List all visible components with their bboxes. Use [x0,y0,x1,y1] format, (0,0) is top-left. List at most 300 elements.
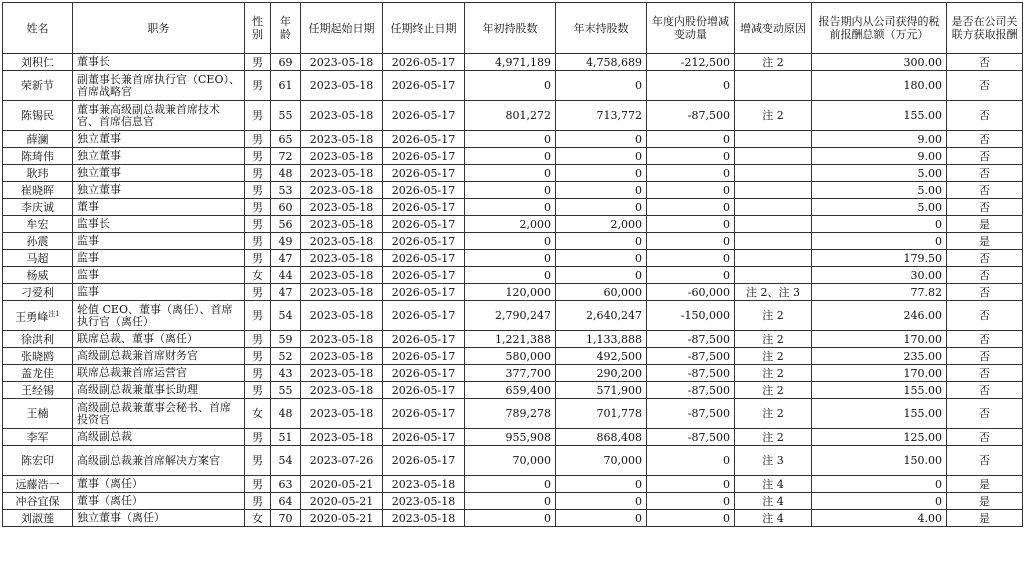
cell-end: 2026-05-17 [383,429,465,446]
cell-change: -212,500 [647,54,735,71]
cell-gender: 男 [245,446,271,476]
cell-end: 2026-05-17 [383,446,465,476]
table-row [3,182,1023,199]
cell-gender: 男 [245,216,271,233]
cell-age: 44 [271,267,301,284]
cell-begin-shares: 0 [465,148,556,165]
cell-change: 0 [647,216,735,233]
cell-end-shares: 0 [556,476,647,493]
cell-gender: 男 [245,101,271,131]
cell-start: 2023-05-18 [301,284,383,301]
table-row [3,284,1023,301]
cell-pay: 300.00 [812,54,947,71]
cell-start: 2023-05-18 [301,250,383,267]
cell-reason [735,131,812,148]
cell-reason: 注 2 [735,331,812,348]
cell-change: 0 [647,250,735,267]
cell-gender: 男 [245,250,271,267]
cell-end: 2026-05-17 [383,250,465,267]
cell-start: 2023-05-18 [301,182,383,199]
cell-age: 59 [271,331,301,348]
cell-name: 牟宏 [3,216,73,233]
table-row [3,365,1023,382]
cell-begin-shares: 0 [465,476,556,493]
cell-end: 2026-05-17 [383,301,465,331]
table-row [3,148,1023,165]
cell-related: 是 [947,510,1023,527]
cell-reason: 注 4 [735,476,812,493]
cell-name: 薛澜 [3,131,73,148]
cell-change: 0 [647,148,735,165]
column-header: 职务 [73,3,245,54]
cell-pay: 0 [812,493,947,510]
cell-pay: 180.00 [812,71,947,101]
cell-begin-shares: 0 [465,199,556,216]
table-row [3,250,1023,267]
table-row [3,429,1023,446]
cell-change: 0 [647,131,735,148]
cell-change: -87,500 [647,382,735,399]
cell-age: 56 [271,216,301,233]
cell-begin-shares: 1,221,388 [465,331,556,348]
cell-start: 2023-05-18 [301,365,383,382]
cell-related: 否 [947,382,1023,399]
table-row [3,131,1023,148]
cell-start: 2023-05-18 [301,267,383,284]
cell-related: 否 [947,399,1023,429]
table-row [3,510,1023,527]
cell-end-shares: 0 [556,131,647,148]
cell-age: 69 [271,54,301,71]
cell-reason [735,199,812,216]
cell-end: 2026-05-17 [383,233,465,250]
table-row [3,399,1023,429]
cell-age: 55 [271,382,301,399]
cell-end: 2026-05-17 [383,267,465,284]
cell-end-shares: 1,133,888 [556,331,647,348]
cell-pay: 246.00 [812,301,947,331]
cell-pay: 155.00 [812,399,947,429]
cell-title: 独立董事（离任） [73,510,245,527]
cell-end-shares: 0 [556,267,647,284]
cell-title: 独立董事 [73,182,245,199]
cell-begin-shares: 0 [465,510,556,527]
cell-begin-shares: 580,000 [465,348,556,365]
cell-name: 陈宏印 [3,446,73,476]
cell-change: 0 [647,182,735,199]
cell-title: 副董事长兼首席执行官（CEO）、首席战略官 [73,71,245,101]
column-header: 是否在公司关联方获取报酬 [947,3,1023,54]
cell-gender: 男 [245,331,271,348]
cell-related: 否 [947,148,1023,165]
cell-title: 联席总裁兼首席运营官 [73,365,245,382]
table-row [3,493,1023,510]
cell-name: 张晓鸥 [3,348,73,365]
table-row [3,71,1023,101]
cell-change: -87,500 [647,365,735,382]
cell-title: 监事长 [73,216,245,233]
cell-gender: 男 [245,71,271,101]
cell-title: 董事 [73,199,245,216]
cell-reason [735,233,812,250]
cell-end: 2026-05-17 [383,165,465,182]
cell-end: 2023-05-18 [383,476,465,493]
cell-end: 2026-05-17 [383,101,465,131]
column-header: 年末持股数 [556,3,647,54]
cell-age: 48 [271,165,301,182]
cell-change: -87,500 [647,348,735,365]
table-header-row [3,3,1023,54]
cell-title: 轮值 CEO、董事（离任）、首席执行官（离任） [73,301,245,331]
cell-name: 王经锡 [3,382,73,399]
cell-age: 48 [271,399,301,429]
cell-end-shares: 492,500 [556,348,647,365]
cell-begin-shares: 4,971,189 [465,54,556,71]
cell-end: 2026-05-17 [383,199,465,216]
cell-gender: 男 [245,148,271,165]
cell-end-shares: 70,000 [556,446,647,476]
cell-change: 0 [647,233,735,250]
cell-end: 2026-05-17 [383,382,465,399]
cell-start: 2020-05-21 [301,493,383,510]
cell-related: 否 [947,446,1023,476]
cell-age: 43 [271,365,301,382]
cell-reason [735,71,812,101]
cell-title: 监事 [73,233,245,250]
cell-end-shares: 868,408 [556,429,647,446]
cell-change: 0 [647,199,735,216]
cell-start: 2023-05-18 [301,301,383,331]
cell-reason: 注 2 [735,399,812,429]
cell-begin-shares: 0 [465,131,556,148]
cell-gender: 男 [245,165,271,182]
column-header: 性别 [245,3,271,54]
cell-name: 耿玮 [3,165,73,182]
cell-title: 独立董事 [73,131,245,148]
cell-begin-shares: 0 [465,182,556,199]
cell-related: 是 [947,216,1023,233]
cell-change: -60,000 [647,284,735,301]
cell-related: 否 [947,54,1023,71]
cell-title: 董事兼高级副总裁兼首席技术官、首席信息官 [73,101,245,131]
cell-start: 2023-05-18 [301,54,383,71]
cell-end: 2026-05-17 [383,131,465,148]
cell-end: 2026-05-17 [383,54,465,71]
cell-pay: 155.00 [812,382,947,399]
cell-pay: 170.00 [812,331,947,348]
cell-reason: 注 4 [735,510,812,527]
cell-end-shares: 60,000 [556,284,647,301]
cell-end-shares: 0 [556,493,647,510]
column-header: 年龄 [271,3,301,54]
cell-name: 陈锡民 [3,101,73,131]
cell-start: 2023-05-18 [301,331,383,348]
cell-end-shares: 4,758,689 [556,54,647,71]
cell-age: 70 [271,510,301,527]
cell-name: 李军 [3,429,73,446]
cell-begin-shares: 801,272 [465,101,556,131]
cell-related: 否 [947,284,1023,301]
cell-related: 是 [947,476,1023,493]
cell-title: 董事（离任） [73,493,245,510]
cell-name: 崔晓晖 [3,182,73,199]
cell-end-shares: 2,640,247 [556,301,647,331]
cell-title: 联席总裁、董事（离任） [73,331,245,348]
cell-related: 否 [947,429,1023,446]
cell-start: 2023-07-26 [301,446,383,476]
cell-start: 2020-05-21 [301,510,383,527]
table-body [3,54,1023,527]
cell-gender: 男 [245,493,271,510]
table-row [3,348,1023,365]
cell-begin-shares: 789,278 [465,399,556,429]
cell-gender: 男 [245,131,271,148]
table-row [3,446,1023,476]
cell-age: 54 [271,301,301,331]
cell-age: 53 [271,182,301,199]
cell-end-shares: 0 [556,233,647,250]
cell-end: 2026-05-17 [383,148,465,165]
cell-end-shares: 713,772 [556,101,647,131]
cell-change: 0 [647,267,735,284]
cell-related: 否 [947,199,1023,216]
cell-start: 2023-05-18 [301,348,383,365]
cell-age: 52 [271,348,301,365]
cell-related: 否 [947,348,1023,365]
cell-change: 0 [647,476,735,493]
cell-begin-shares: 377,700 [465,365,556,382]
cell-end: 2026-05-17 [383,399,465,429]
cell-age: 54 [271,446,301,476]
cell-gender: 女 [245,267,271,284]
cell-name: 杨威 [3,267,73,284]
cell-related: 否 [947,131,1023,148]
cell-gender: 男 [245,233,271,250]
cell-end: 2026-05-17 [383,284,465,301]
table-row [3,216,1023,233]
cell-begin-shares: 0 [465,165,556,182]
cell-change: 0 [647,493,735,510]
cell-name: 刘淑莲 [3,510,73,527]
cell-title: 董事（离任） [73,476,245,493]
cell-reason [735,216,812,233]
cell-end-shares: 701,778 [556,399,647,429]
cell-title: 高级副总裁 [73,429,245,446]
column-header: 增减变动原因 [735,3,812,54]
cell-begin-shares: 0 [465,71,556,101]
cell-pay: 179.50 [812,250,947,267]
cell-end-shares: 0 [556,71,647,101]
cell-end-shares: 0 [556,199,647,216]
cell-start: 2023-05-18 [301,216,383,233]
cell-age: 65 [271,131,301,148]
cell-related: 否 [947,331,1023,348]
cell-related: 否 [947,267,1023,284]
cell-pay: 235.00 [812,348,947,365]
cell-end: 2023-05-18 [383,493,465,510]
cell-change: 0 [647,71,735,101]
cell-change: 0 [647,510,735,527]
cell-gender: 男 [245,429,271,446]
table-row [3,233,1023,250]
cell-end-shares: 0 [556,510,647,527]
cell-pay: 125.00 [812,429,947,446]
cell-change: -87,500 [647,331,735,348]
cell-name: 徐洪利 [3,331,73,348]
cell-end: 2026-05-17 [383,216,465,233]
cell-age: 55 [271,101,301,131]
cell-gender: 男 [245,199,271,216]
cell-related: 是 [947,493,1023,510]
cell-related: 否 [947,165,1023,182]
cell-pay: 155.00 [812,101,947,131]
cell-name: 孙震 [3,233,73,250]
cell-end: 2026-05-17 [383,365,465,382]
cell-reason: 注 2 [735,365,812,382]
cell-name: 荣新节 [3,71,73,101]
column-header: 年度内股份增减变动量 [647,3,735,54]
cell-gender: 男 [245,365,271,382]
cell-start: 2023-05-18 [301,382,383,399]
cell-title: 高级副总裁兼董事长助理 [73,382,245,399]
cell-start: 2023-05-18 [301,399,383,429]
cell-title: 监事 [73,284,245,301]
cell-reason: 注 2 [735,54,812,71]
cell-gender: 男 [245,54,271,71]
cell-end: 2026-05-17 [383,182,465,199]
cell-end-shares: 0 [556,250,647,267]
column-header: 姓名 [3,3,73,54]
cell-begin-shares: 2,000 [465,216,556,233]
cell-name: 刘积仁 [3,54,73,71]
cell-end: 2026-05-17 [383,331,465,348]
cell-end-shares: 0 [556,165,647,182]
table-row [3,54,1023,71]
cell-reason: 注 2 [735,348,812,365]
cell-title: 监事 [73,250,245,267]
cell-reason [735,250,812,267]
cell-reason: 注 2、注 3 [735,284,812,301]
cell-title: 监事 [73,267,245,284]
cell-pay: 0 [812,476,947,493]
cell-start: 2023-05-18 [301,101,383,131]
cell-change: 0 [647,446,735,476]
cell-change: -87,500 [647,101,735,131]
cell-age: 47 [271,250,301,267]
cell-end: 2023-05-18 [383,510,465,527]
cell-name: 王勇峰$^{注1}$ [3,301,73,331]
cell-age: 60 [271,199,301,216]
cell-title: 独立董事 [73,148,245,165]
cell-begin-shares: 0 [465,233,556,250]
cell-pay: 9.00 [812,131,947,148]
cell-related: 否 [947,301,1023,331]
table-row [3,301,1023,331]
cell-gender: 男 [245,284,271,301]
cell-pay: 150.00 [812,446,947,476]
cell-end: 2026-05-17 [383,348,465,365]
cell-title: 高级副总裁兼首席解决方案官 [73,446,245,476]
cell-reason: 注 3 [735,446,812,476]
cell-change: -87,500 [647,429,735,446]
column-header: 任期起始日期 [301,3,383,54]
cell-gender: 男 [245,382,271,399]
cell-related: 是 [947,233,1023,250]
cell-pay: 5.00 [812,182,947,199]
cell-begin-shares: 2,790,247 [465,301,556,331]
cell-end: 2026-05-17 [383,71,465,101]
cell-title: 高级副总裁兼首席财务官 [73,348,245,365]
cell-related: 否 [947,250,1023,267]
column-header: 报告期内从公司获得的税前报酬总额（万元） [812,3,947,54]
cell-start: 2023-05-18 [301,148,383,165]
cell-age: 61 [271,71,301,101]
cell-change: -150,000 [647,301,735,331]
cell-related: 否 [947,365,1023,382]
cell-change: -87,500 [647,399,735,429]
cell-begin-shares: 659,400 [465,382,556,399]
cell-pay: 5.00 [812,199,947,216]
cell-gender: 女 [245,399,271,429]
cell-age: 63 [271,476,301,493]
footnote-marker: 注1 [48,309,60,318]
cell-begin-shares: 0 [465,267,556,284]
cell-end-shares: 290,200 [556,365,647,382]
cell-reason: 注 4 [735,493,812,510]
cell-gender: 男 [245,476,271,493]
cell-reason: 注 2 [735,382,812,399]
cell-pay: 77.82 [812,284,947,301]
cell-age: 51 [271,429,301,446]
cell-start: 2023-05-18 [301,233,383,250]
cell-related: 否 [947,182,1023,199]
cell-end-shares: 0 [556,182,647,199]
cell-start: 2023-05-18 [301,199,383,216]
table-row [3,101,1023,131]
cell-name: 王楠 [3,399,73,429]
cell-reason [735,148,812,165]
cell-end-shares: 0 [556,148,647,165]
cell-related: 否 [947,101,1023,131]
cell-title: 独立董事 [73,165,245,182]
table-row [3,199,1023,216]
table-row [3,476,1023,493]
cell-pay: 0 [812,216,947,233]
cell-gender: 女 [245,510,271,527]
table-row [3,165,1023,182]
cell-start: 2023-05-18 [301,131,383,148]
cell-age: 72 [271,148,301,165]
cell-begin-shares: 120,000 [465,284,556,301]
cell-age: 64 [271,493,301,510]
cell-begin-shares: 0 [465,493,556,510]
cell-name: 刁爱利 [3,284,73,301]
cell-pay: 5.00 [812,165,947,182]
cell-gender: 男 [245,348,271,365]
cell-name: 冲谷宜保 [3,493,73,510]
cell-title: 董事长 [73,54,245,71]
cell-name: 盖龙佳 [3,365,73,382]
cell-pay: 170.00 [812,365,947,382]
cell-reason: 注 2 [735,301,812,331]
cell-start: 2023-05-18 [301,71,383,101]
cell-begin-shares: 955,908 [465,429,556,446]
cell-pay: 9.00 [812,148,947,165]
cell-end-shares: 571,900 [556,382,647,399]
cell-gender: 男 [245,301,271,331]
cell-pay: 30.00 [812,267,947,284]
cell-reason [735,165,812,182]
